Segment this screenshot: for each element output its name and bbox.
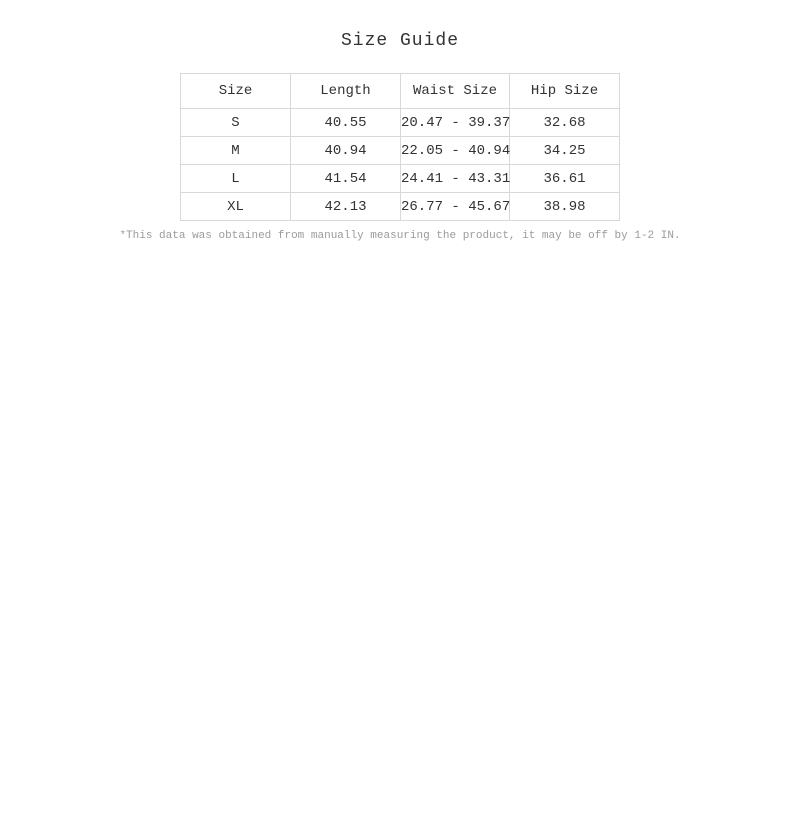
- cell-size: L: [181, 165, 291, 193]
- table-header-row: [181, 74, 620, 109]
- table-row-s: [181, 109, 620, 137]
- page-title: Size Guide: [340, 31, 460, 51]
- table-row-xl: [181, 193, 620, 221]
- column-header-hip: Hip Size: [510, 74, 620, 109]
- footnote: *This data was obtained from manually measuring the product, it may be off by 1-2 IN.: [119, 230, 681, 242]
- cell-length: 42.13: [291, 193, 401, 221]
- cell-size: S: [181, 109, 291, 137]
- cell-hip: 34.25: [510, 137, 620, 165]
- cell-size: XL: [181, 193, 291, 221]
- cell-size: M: [181, 137, 291, 165]
- table-row-m: [181, 137, 620, 165]
- table-row-l: [181, 165, 620, 193]
- cell-waist: 24.41 - 43.31: [401, 165, 510, 193]
- cell-waist: 22.05 - 40.94: [401, 137, 510, 165]
- cell-hip: 36.61: [510, 165, 620, 193]
- cell-length: 40.55: [291, 109, 401, 137]
- column-header-length: Length: [291, 74, 401, 109]
- cell-length: 41.54: [291, 165, 401, 193]
- cell-hip: 32.68: [510, 109, 620, 137]
- cell-waist: 26.77 - 45.67: [401, 193, 510, 221]
- column-header-size: Size: [181, 74, 291, 109]
- size-table: [180, 73, 620, 221]
- size-guide-page: [0, 30, 800, 830]
- cell-length: 40.94: [291, 137, 401, 165]
- cell-waist: 20.47 - 39.37: [401, 109, 510, 137]
- column-header-waist: Waist Size: [401, 74, 510, 109]
- cell-hip: 38.98: [510, 193, 620, 221]
